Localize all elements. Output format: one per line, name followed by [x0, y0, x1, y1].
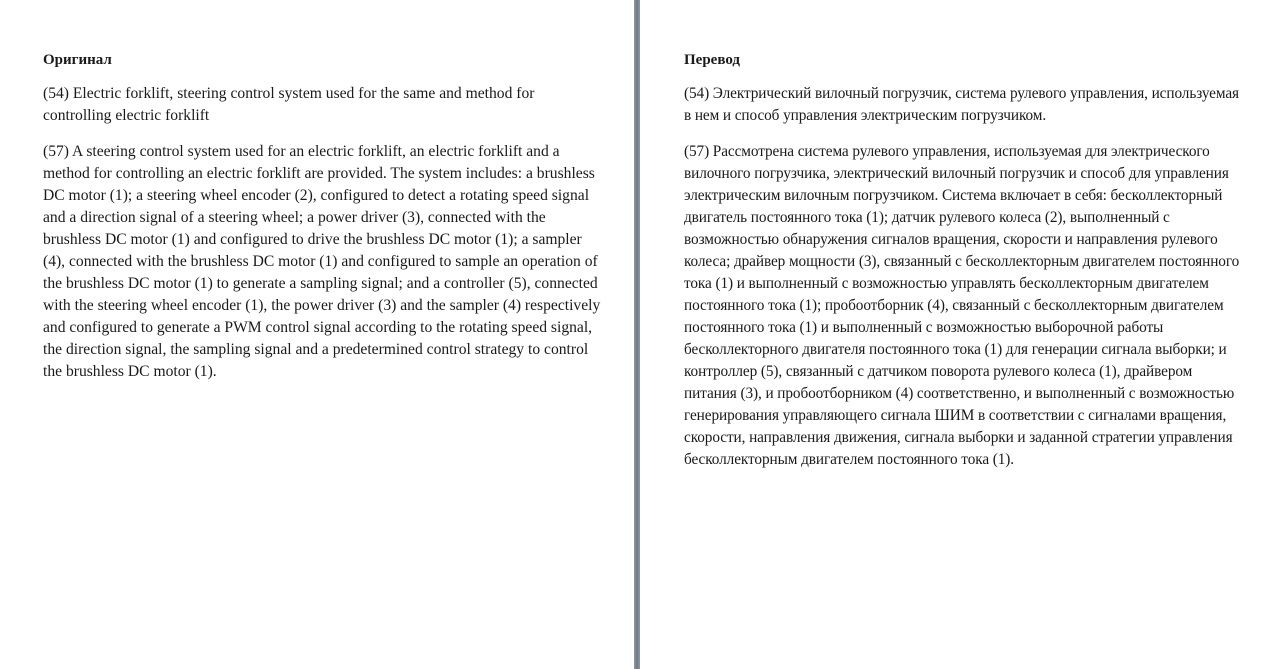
original-heading: Оригинал [43, 52, 112, 68]
translation-abstract-paragraph: (57) Рассмотрена система рулевого управления, используемая для электрического вилочного погрузчика, электрический вилочный погрузчик и способ для управления электрическим вилочным погрузчиком. Система включает в себя: бесколлекторный двигатель постоянного тока (1); датчик рулевого колеса (2), выполненный с возможностью обнаружения сигналов вращения, скорости и направления рулевого колеса; драйвер мощности (3), связанный с бесколлекторным двигателем постоянного тока (1) и выполненный с возможностью управлять бесколлекторным двигателем постоянного тока (1); пробоотборник (4), связанный с бесколлекторным двигателем постоянного тока (1) и выполненный с возможностью выборочной работы бесколлекторного двигателя постоянного тока (1) для генерации сигнала выборки; и контроллер (5), связанный с датчиком поворота рулевого колеса (1), драйвером питания (3), и пробоотборником (4) соответственно, и выполненный с возможностью генерирования управляющего сигнала ШИМ в соответствии с сигналами вращения, скорости, направления движения, сигнала выборки и заданной стратегии управления бесколлекторным двигателем постоянного тока (1). [684, 143, 1240, 468]
original-column [0, 0, 634, 669]
translation-title-paragraph: (54) Электрический вилочный погрузчик, система рулевого управления, используемая в нем и способ управления электрическим погрузчиком. [684, 85, 1239, 124]
translation-column [640, 0, 1274, 669]
translation-heading: Перевод [684, 52, 740, 68]
original-title-paragraph: (54) Electric forklift, steering control system used for the same and method for controlling electric forklift [43, 85, 535, 124]
original-abstract-paragraph: (57) A steering control system used for an electric forklift, an electric forklift and a method for controlling an electric forklift are provided. The system includes: a brushless DC motor (1); a steering wheel encoder (2), configured to detect a rotating speed signal and a direction signal of a steering wheel; a power driver (3), connected with the brushless DC motor (1) and configured to drive the brushless DC motor (1); a sampler (4), connected with the brushless DC motor (1) and configured to sample an operation of the brushless DC motor (1) to generate a sampling signal; and a controller (5), connected with the steering wheel encoder (1), the power driver (3) and the sampler (4) respectively and configured to generate a PWM control signal according to the rotating speed signal, the direction signal, the sampling signal and a predetermined control strategy to control the brushless DC motor (1). [43, 143, 601, 380]
